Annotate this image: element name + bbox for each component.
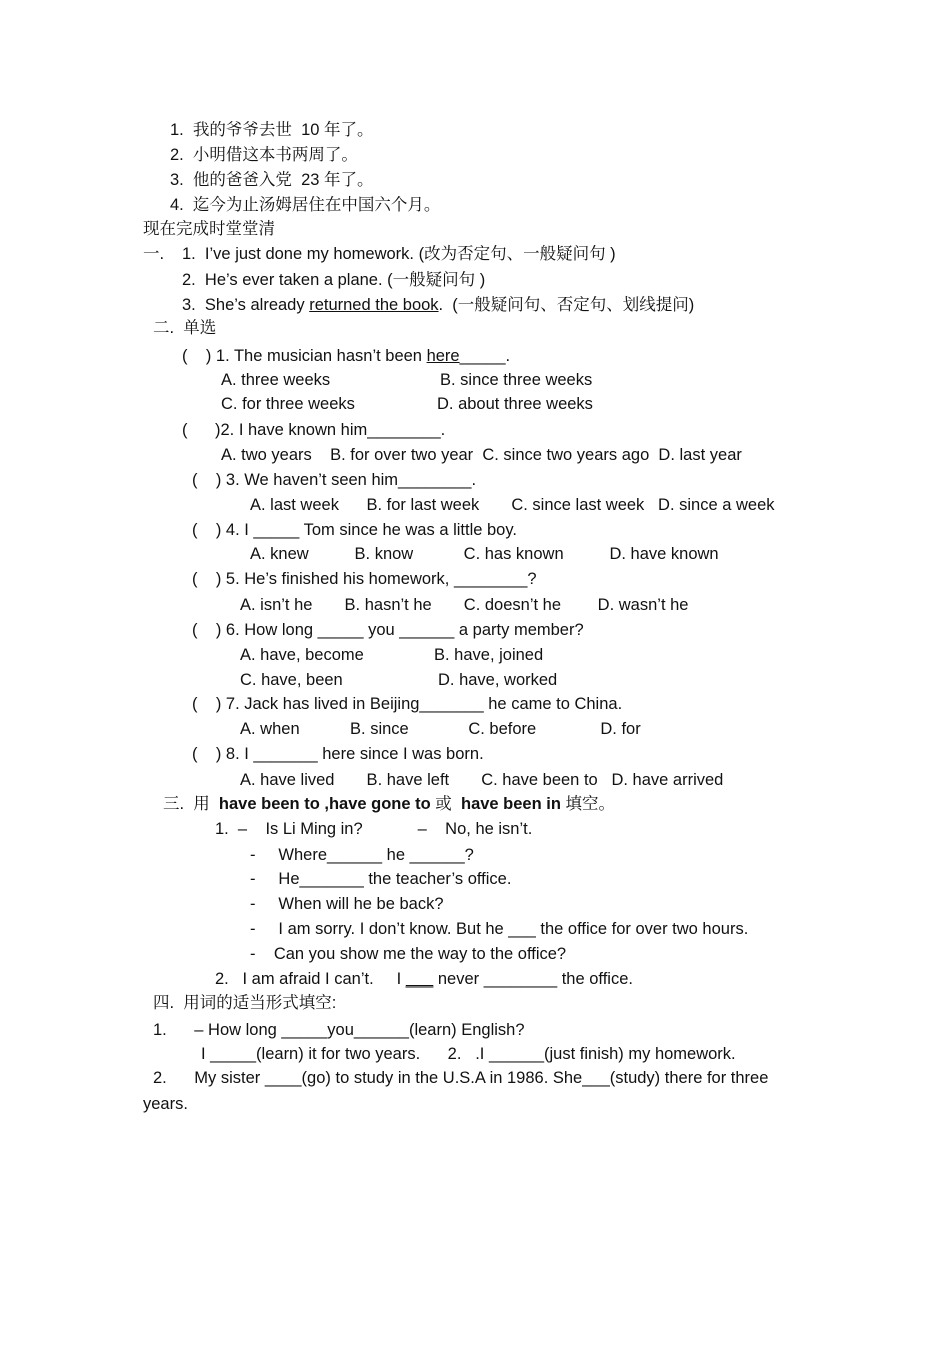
part1-q3-prefix: 3. She’s already: [182, 296, 310, 314]
mc-q1-option-c: C. for three weeks: [221, 395, 355, 413]
mc-q2-options: A. two years B. for over two year C. since two years ago D. last year: [221, 446, 742, 464]
dialogue-line-6: - Can you show me the way to the office?: [250, 945, 567, 963]
mc-q6-option-a: A. have, become: [240, 646, 364, 664]
part3-h-prefix: 三. 用: [163, 795, 219, 813]
dialogue-line-4: - When will he be back?: [250, 895, 444, 913]
mc-q7-options: A. when B. since C. before D. for: [240, 720, 641, 738]
dialogue-line-1: 1. – Is Li Ming in? – No, he isn’t.: [215, 820, 533, 838]
mc-q8-options: A. have lived B. have left C. have been to D. have arrived: [240, 771, 724, 789]
mc-q5-options: A. isn’t he B. hasn’t he C. doesn’t he D. wasn’t he: [240, 596, 689, 614]
translate-line-1: 1. 我的爷爷去世 10 年了。: [170, 121, 374, 139]
dialogue-line-3: - He_______ the teacher’s office.: [250, 870, 512, 888]
part3-h-bold-1: have been to ,have gone to: [218, 795, 431, 813]
part4-question-1b: I _____(learn) it for two years. 2. .I ______(just finish) my homework.: [201, 1045, 736, 1063]
mc-question-8: ( ) 8. I _______ here since I was born.: [192, 745, 484, 763]
part1-q3-suffix: . (一般疑问句、否定句、划线提问): [438, 296, 695, 314]
mc-q1-prefix: ( ) 1. The musician hasn’t been: [182, 347, 427, 365]
part4-question-1: 1. – How long _____you______(learn) English?: [153, 1021, 525, 1039]
part4-question-2: 2. My sister ____(go) to study in the U.S.A in 1986. She___(study) there for three: [153, 1069, 769, 1087]
part3-h-suffix: 填空。: [560, 795, 616, 813]
translate-line-4: 4. 迄今为止汤姆居住在中国六个月。: [170, 196, 441, 214]
part2-heading: 二. 单选: [153, 319, 217, 337]
dialogue-7-suffix: never ________ the office.: [433, 970, 633, 988]
mc-q6-option-c: C. have, been: [240, 671, 343, 689]
dialogue-7-prefix: 2. I am afraid I can’t. I: [215, 970, 406, 988]
part4-question-2b: years.: [143, 1095, 188, 1113]
mc-q1-suffix: _____.: [459, 347, 511, 365]
part3-h-mid: 或: [430, 795, 461, 813]
dialogue-7-underlined: ___: [405, 970, 434, 988]
mc-question-3: ( ) 3. We haven’t seen him________.: [192, 471, 477, 489]
mc-q6-option-d: D. have, worked: [438, 671, 558, 689]
dialogue-line-7: [215, 969, 633, 989]
mc-question-6: ( ) 6. How long _____ you ______ a party member?: [192, 621, 584, 639]
part1-question-3: [182, 295, 694, 315]
part1-question-2: 2. He’s ever taken a plane. (一般疑问句 ): [182, 271, 486, 289]
part1-q3-underlined: returned the book: [309, 296, 439, 314]
mc-question-5: ( ) 5. He’s finished his homework, ________?: [192, 570, 537, 588]
mc-question-1: [182, 346, 510, 366]
mc-question-2: ( )2. I have known him________.: [182, 421, 446, 439]
translate-line-2: 2. 小明借这本书两周了。: [170, 146, 358, 164]
mc-q1-option-b: B. since three weeks: [440, 371, 593, 389]
part1-heading: 一.: [143, 245, 165, 263]
part4-heading: 四. 用词的适当形式填空:: [153, 994, 337, 1012]
mc-q1-option-d: D. about three weeks: [437, 395, 593, 413]
mc-q1-option-a: A. three weeks: [221, 371, 331, 389]
part3-heading: [163, 794, 615, 814]
translate-line-3: 3. 他的爸爸入党 23 年了。: [170, 171, 374, 189]
part3-h-bold-2: have been in: [460, 795, 561, 813]
dialogue-line-5: - I am sorry. I don’t know. But he ___ the office for over two hours.: [250, 920, 749, 938]
mc-q4-options: A. knew B. know C. has known D. have known: [250, 545, 719, 563]
mc-question-7: ( ) 7. Jack has lived in Beijing_______ he came to China.: [192, 695, 623, 713]
mc-q3-options: A. last week B. for last week C. since last week D. since a week: [250, 496, 775, 514]
part1-question-1: 1. I’ve just done my homework. (改为否定句、一般疑问句 ): [182, 245, 616, 263]
mc-q1-underlined: here: [426, 347, 460, 365]
section-title: 现在完成时堂堂清: [143, 220, 275, 238]
mc-question-4: ( ) 4. I _____ Tom since he was a little boy.: [192, 521, 517, 539]
dialogue-line-2: - Where______ he ______?: [250, 846, 474, 864]
mc-q6-option-b: B. have, joined: [434, 646, 544, 664]
